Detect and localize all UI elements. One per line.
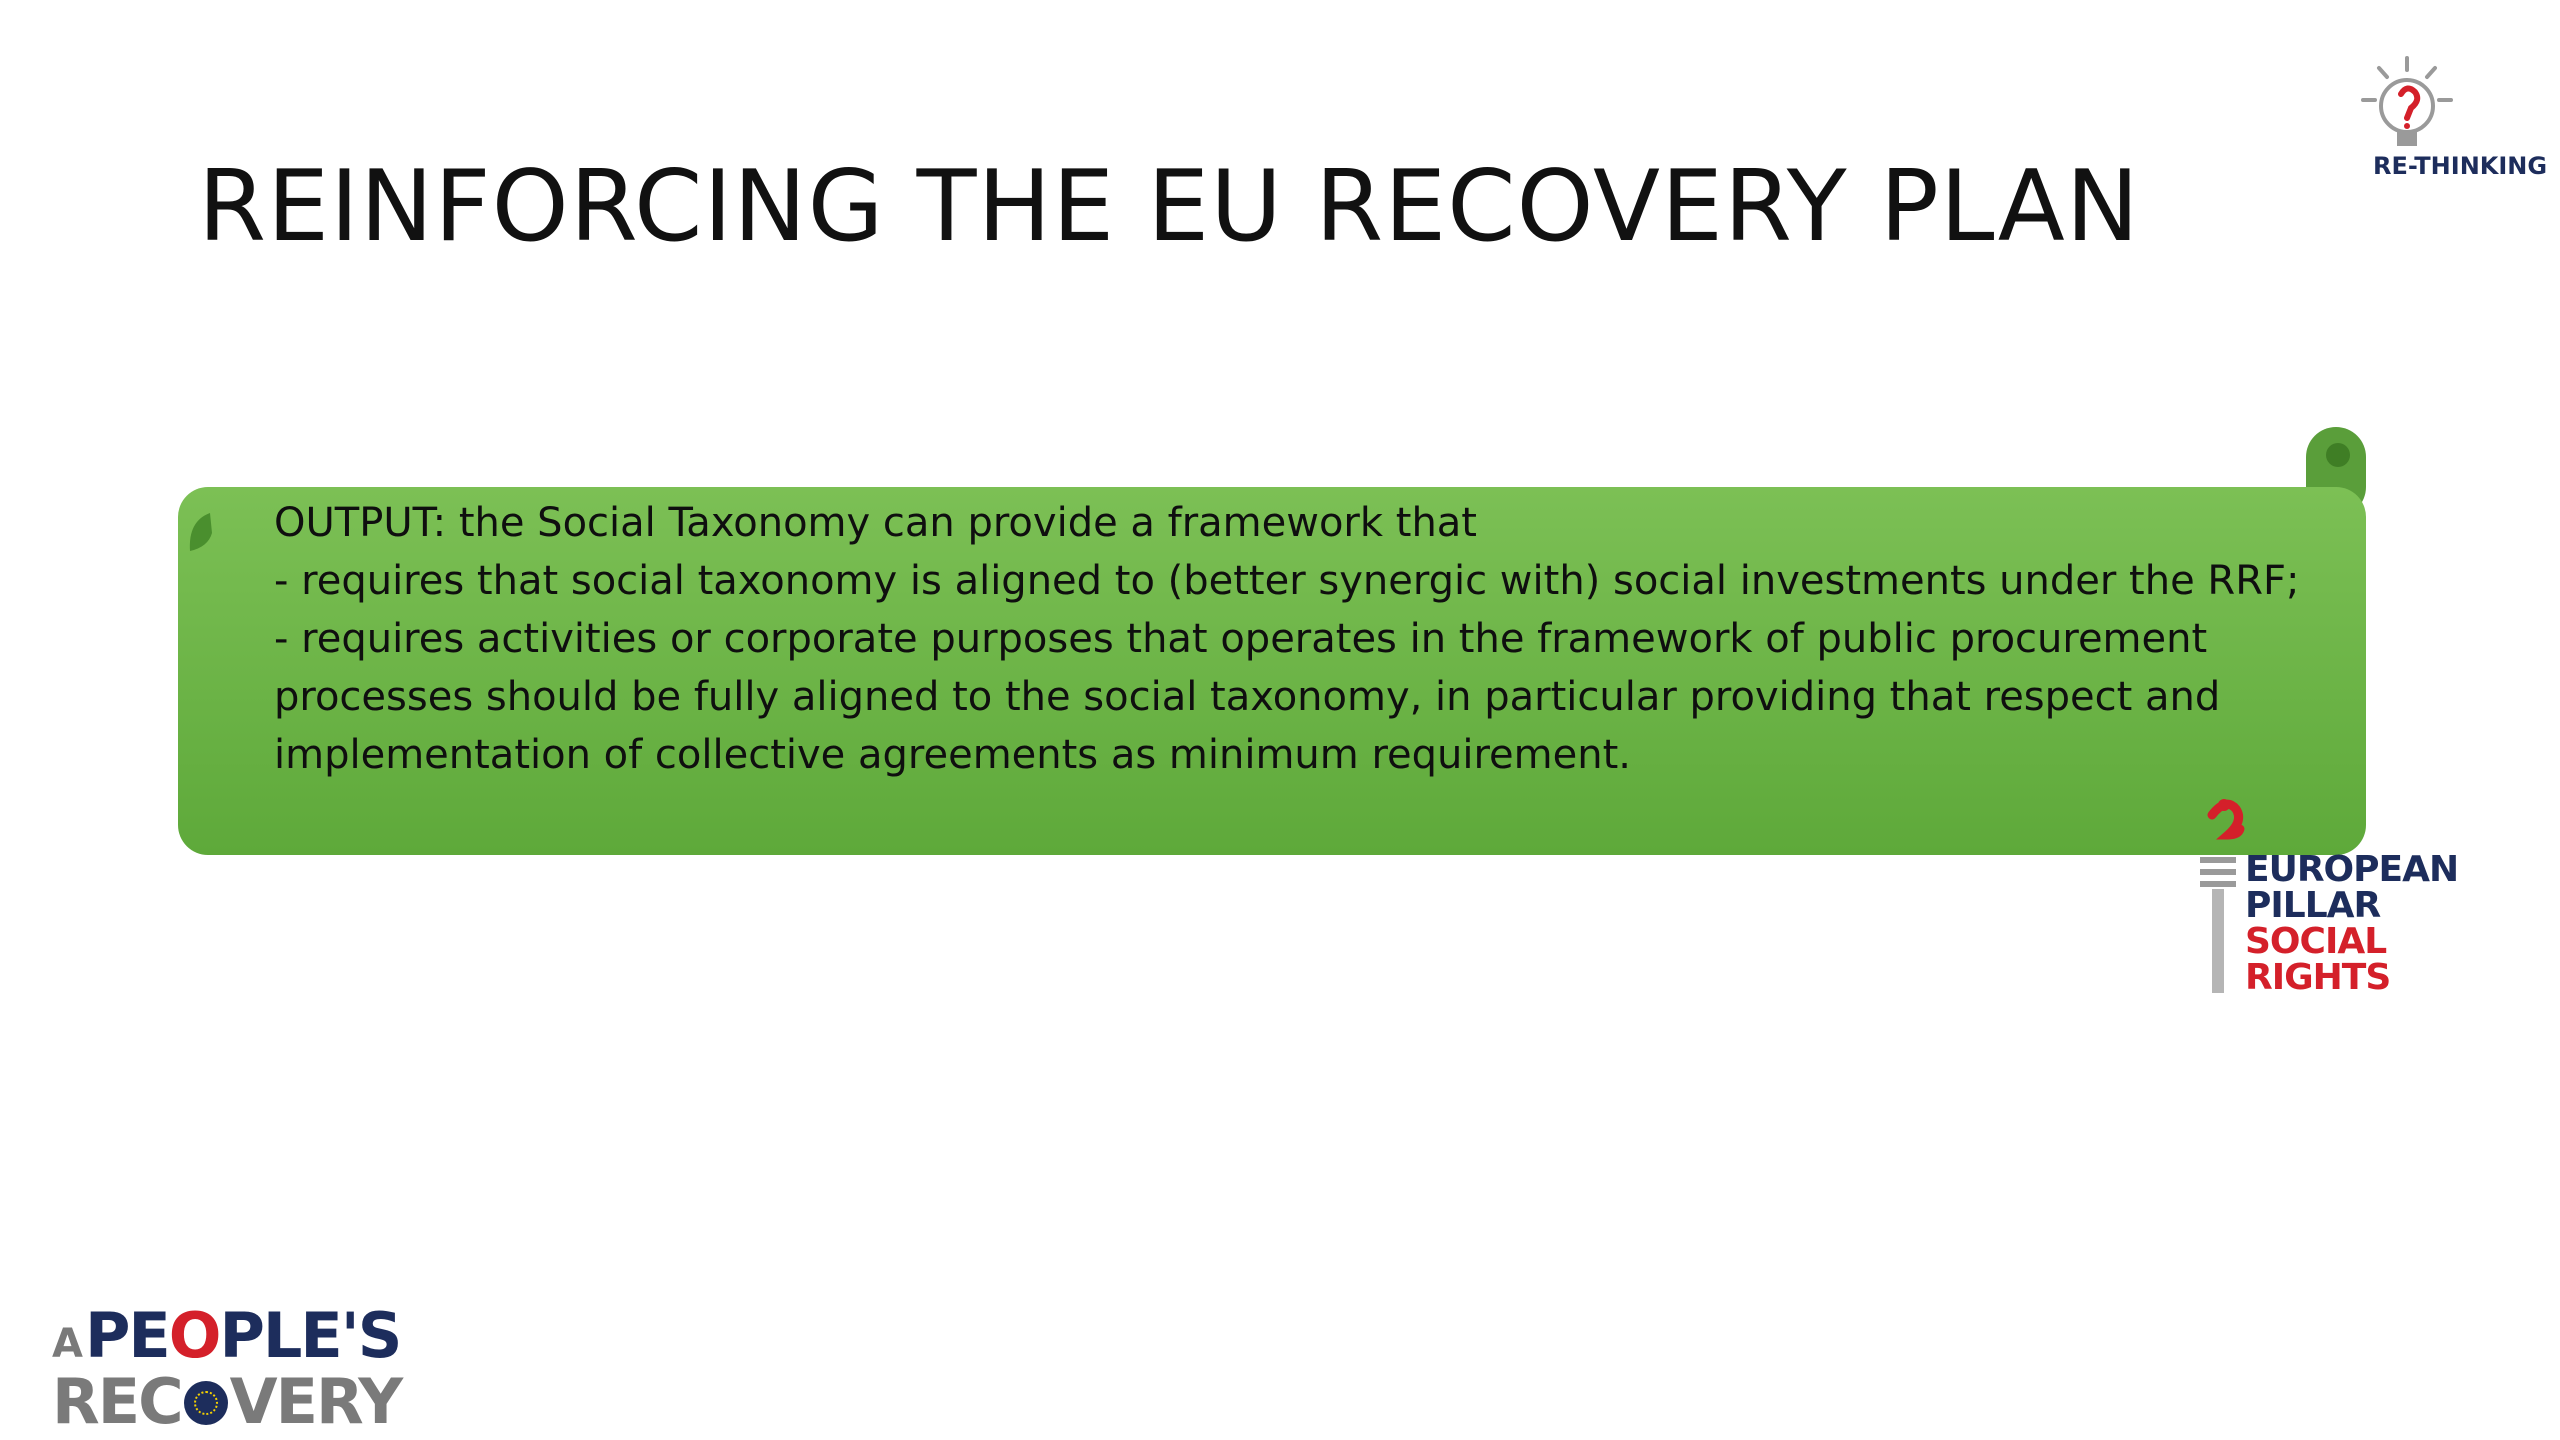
recovery-rec: REC: [52, 1365, 182, 1438]
peoples-o: O: [168, 1299, 220, 1372]
pillar-torch-icon: [2190, 785, 2250, 1000]
pillar-line-2: PILLAR: [2245, 885, 2381, 926]
recovery-very: VERY: [229, 1365, 402, 1438]
peoples-ple: PLE'S: [219, 1299, 401, 1372]
banner-line: - requires that social taxonomy is aligned to (better synergic with) social investments under the RRF;: [274, 558, 2300, 604]
pillar-logo-text: [2245, 849, 2459, 998]
pillar-line-4: RIGHTS: [2245, 957, 2391, 998]
banner-text: [274, 494, 2324, 784]
slide-title: REINFORCING THE EU RECOVERY PLAN: [198, 150, 2141, 264]
eu-stars-icon: [184, 1381, 228, 1425]
peoples-a: A: [52, 1321, 81, 1367]
banner-line: - requires activities or corporate purposes that operates in the framework of public procurement: [274, 616, 2208, 662]
peoples-recovery-logo: [52, 1299, 402, 1438]
pillar-line-3: SOCIAL: [2245, 921, 2387, 962]
rethinking-label: RE-THINKING: [2373, 152, 2548, 180]
peoples-pe: PE: [84, 1299, 169, 1372]
banner-line: implementation of collective agreements as minimum requirement.: [274, 732, 1631, 778]
pillar-line-1: EUROPEAN: [2245, 849, 2459, 890]
banner-line: processes should be fully aligned to the social taxonomy, in particular providing that respect and: [274, 674, 2221, 720]
banner-line: OUTPUT: the Social Taxonomy can provide a framework that: [274, 500, 1477, 546]
